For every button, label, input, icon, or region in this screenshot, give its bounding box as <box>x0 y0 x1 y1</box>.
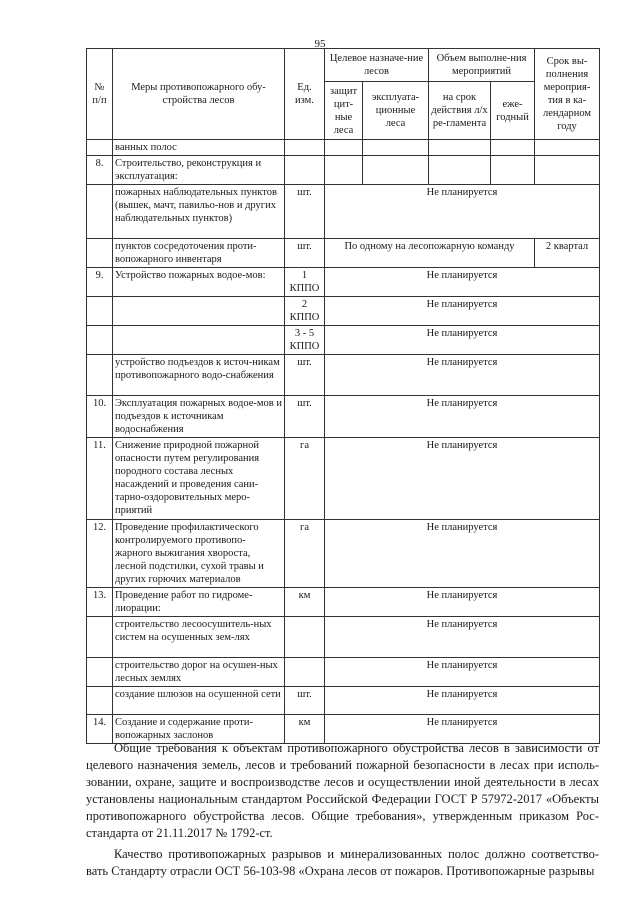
body-text <box>86 740 599 880</box>
row-text: пожарных наблюдательных пунктов (вышек, мачт, павильо-нов и других наблюдательных пунктов) <box>113 185 285 239</box>
row-num <box>87 326 113 355</box>
header-measures: Меры противопожарного обу-стройства лесов <box>113 49 285 140</box>
row-note: Не планируется <box>325 438 600 520</box>
row-note: Не планируется <box>325 355 600 396</box>
row-text: Создание и содержание проти-вопожарных заслонов <box>113 715 285 744</box>
row-num: 12. <box>87 520 113 588</box>
row-unit: км <box>285 715 325 744</box>
row-text: Снижение природной пожарной опасности путем регулирования породного состава лесных насаждений и проведения сани-тарно-оздоровительных меро-приятий <box>113 438 285 520</box>
row-text: ванных полос <box>113 140 285 156</box>
row-text <box>113 326 285 355</box>
row-text: создание шлюзов на осушенной сети <box>113 687 285 715</box>
header-period: на срок действия л/х ре-гламента <box>429 82 491 140</box>
paragraph: Качество противопожарных разрывов и минерализованных полос должно соответство-вать Стандарту отрасли ОСТ 56-103-98 «Охрана лесов от пожаров. Противопожарные разрывы <box>86 847 599 878</box>
row-note: Не планируется <box>325 185 600 239</box>
row-note: Не планируется <box>325 520 600 588</box>
row-text: Эксплуатация пожарных водое-мов и подъездов к источникам водоснабжения <box>113 396 285 438</box>
row-num: 10. <box>87 396 113 438</box>
row-note: Не планируется <box>325 588 600 617</box>
header-deadline: Срок вы-полнения мероприя-тия в ка-лендарном году <box>535 49 600 140</box>
row-text: устройство подъездов к источ-никам противопожарного водо-снабжения <box>113 355 285 396</box>
row-num <box>87 239 113 268</box>
row-num <box>87 185 113 239</box>
row-num <box>87 297 113 326</box>
row-unit: км <box>285 588 325 617</box>
row-unit <box>285 156 325 185</box>
row-unit: шт. <box>285 239 325 268</box>
row-note: Не планируется <box>325 658 600 687</box>
row-text: Проведение профилактического контролируемого противопо-жарного выжигания хвороста, лесной подстилки, сухой травы и других горючих материалов <box>113 520 285 588</box>
row-note: Не планируется <box>325 326 600 355</box>
row-note: Не планируется <box>325 268 600 297</box>
row-text: пунктов сосредоточения проти-вопожарного инвентаря <box>113 239 285 268</box>
row-unit <box>285 617 325 658</box>
row-note: Не планируется <box>325 396 600 438</box>
header-annual: еже-годный <box>491 82 535 140</box>
header-purpose-group: Целевое назначе-ние лесов <box>325 49 429 82</box>
fire-protection-table <box>86 48 600 744</box>
row-unit: шт. <box>285 687 325 715</box>
row-text: Проведение работ по гидроме-лиорации: <box>113 588 285 617</box>
header-volume-group: Объем выполне-ния мероприятий <box>429 49 535 82</box>
header-unit: Ед. изм. <box>285 49 325 140</box>
row-unit: шт. <box>285 396 325 438</box>
row-num: 9. <box>87 268 113 297</box>
row-text: строительство дорог на осушен-ных лесных землях <box>113 658 285 687</box>
row-num <box>87 355 113 396</box>
row-deadline: 2 квартал <box>535 239 600 268</box>
row-text: строительство лесоосушитель-ных систем на осушенных зем-лях <box>113 617 285 658</box>
row-unit <box>285 658 325 687</box>
row-num: 11. <box>87 438 113 520</box>
row-unit <box>285 140 325 156</box>
row-unit: шт. <box>285 355 325 396</box>
row-num <box>87 658 113 687</box>
row-note: Не планируется <box>325 617 600 658</box>
row-num: 14. <box>87 715 113 744</box>
row-num: 13. <box>87 588 113 617</box>
header-exploitation: эксплуата-ционные леса <box>363 82 429 140</box>
header-protective: защит цит-ные леса <box>325 82 363 140</box>
row-text: Строительство, реконструкция и эксплуатация: <box>113 156 285 185</box>
row-unit: 3 - 5 КППО <box>285 326 325 355</box>
row-unit: га <box>285 520 325 588</box>
paragraph: Общие требования к объектам противопожарного обустройства лесов в зависимости от целевого назначения земель, лесов и требований пожарной безопасности в лесах при исполь-зовании, охране, защите и воспроизводстве лесов и осуществлении иной деятельности в лесах установлены национальным стандартом Российской Федерации ГОСТ Р 57972-2017 «Объекты противопожарного обустройства лесов. Общие требования», утвержденным приказом Рос-стандарта от 21.11.2017 № 1792-ст. <box>86 741 599 840</box>
row-note: Не планируется <box>325 687 600 715</box>
row-text <box>113 297 285 326</box>
row-num <box>87 617 113 658</box>
row-note: Не планируется <box>325 715 600 744</box>
row-unit: 1 КППО <box>285 268 325 297</box>
row-text: Устройство пожарных водое-мов: <box>113 268 285 297</box>
row-num: 8. <box>87 156 113 185</box>
row-unit: га <box>285 438 325 520</box>
row-num <box>87 687 113 715</box>
header-num: № п/п <box>87 49 113 140</box>
row-note: По одному на лесопожарную команду <box>325 239 535 268</box>
row-unit: шт. <box>285 185 325 239</box>
row-unit: 2 КППО <box>285 297 325 326</box>
page-number: 95 <box>314 38 326 50</box>
row-note: Не планируется <box>325 297 600 326</box>
row-num <box>87 140 113 156</box>
